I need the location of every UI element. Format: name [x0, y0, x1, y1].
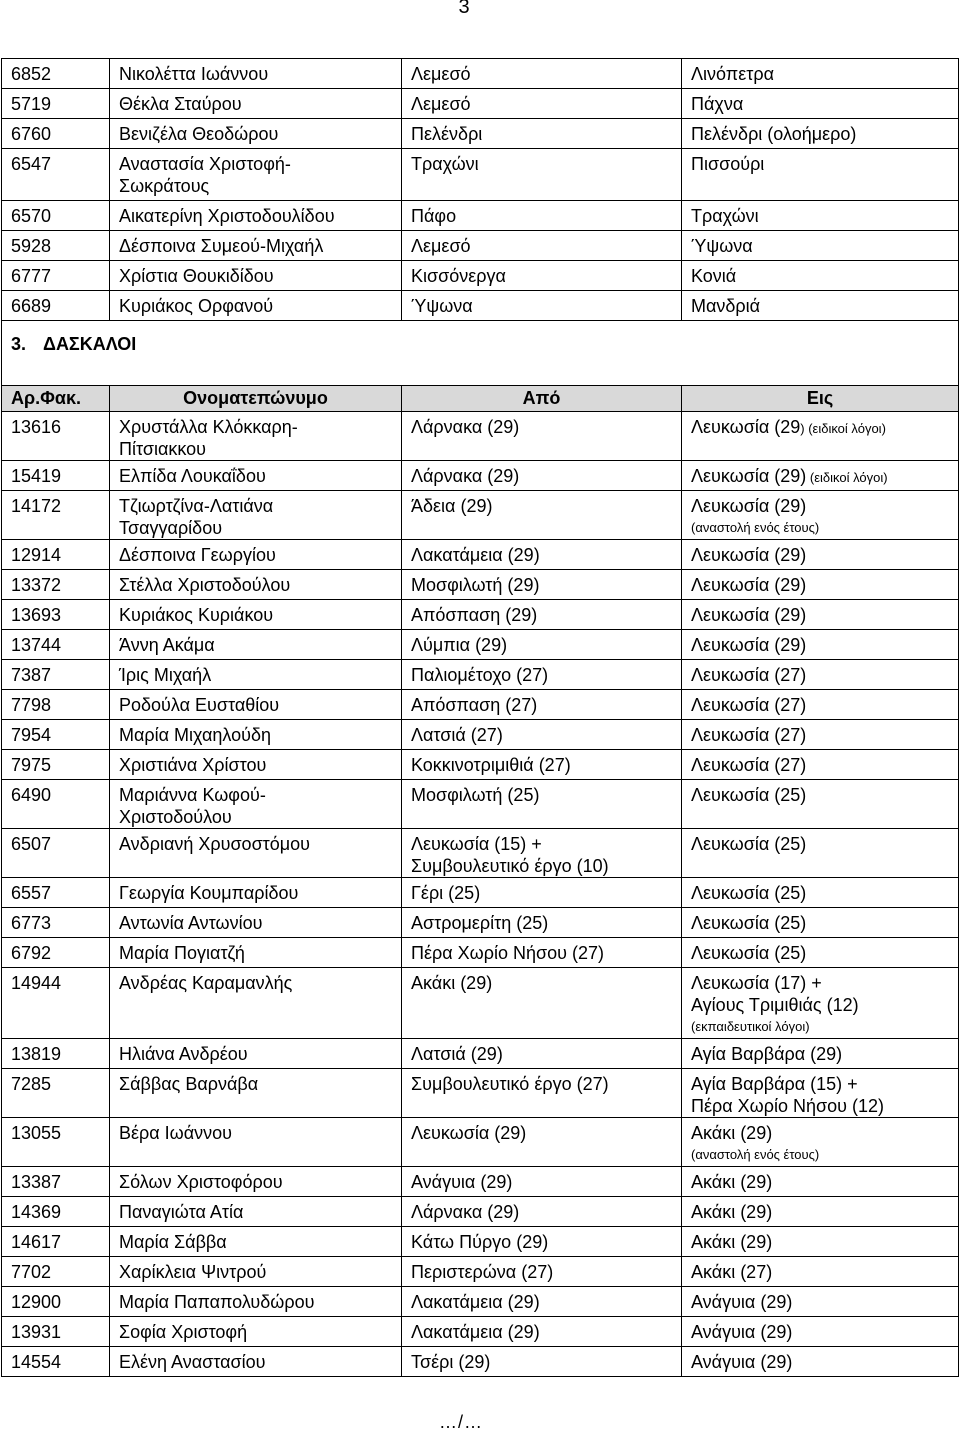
to-location: Λευκωσία (27) [682, 720, 959, 750]
full-name: Αντωνία Αντωνίου [110, 908, 402, 938]
from-location: Λατσιά (27) [402, 720, 682, 750]
file-number: 13931 [2, 1317, 110, 1347]
to-location: Λευκωσία (25) [682, 878, 959, 908]
from-location: Λακατάμεια (29) [402, 540, 682, 570]
full-name: Στέλλα Χριστοδούλου [110, 570, 402, 600]
to-location: Ύψωνα [682, 231, 959, 261]
table-row [2, 119, 959, 149]
full-name: Σόλων Χριστοφόρου [110, 1167, 402, 1197]
full-name: Μαρία Μιχαηλούδη [110, 720, 402, 750]
table-row [2, 660, 959, 690]
file-number: 5719 [2, 89, 110, 119]
from-location: Κοκκινοτριμιθιά (27) [402, 750, 682, 780]
file-number: 14554 [2, 1347, 110, 1377]
header-from: Από [402, 386, 682, 412]
full-name: Αικατερίνη Χριστοδουλίδου [110, 201, 402, 231]
file-number: 6760 [2, 119, 110, 149]
table-row [2, 720, 959, 750]
to-note: (αναστολή ενός έτους) [691, 1147, 820, 1162]
to-location: Ανάγυια (29) [682, 1347, 959, 1377]
file-number: 13055 [2, 1118, 110, 1167]
to-location [682, 1118, 959, 1167]
from-location: Μοσφιλωτή (29) [402, 570, 682, 600]
to-location: Ακάκι (29) [682, 1167, 959, 1197]
to-location [682, 412, 959, 461]
file-number: 13744 [2, 630, 110, 660]
to-location [682, 461, 959, 491]
full-name: Δέσποινα Συμεού-Μιχαήλ [110, 231, 402, 261]
to-location: Λινόπετρα [682, 59, 959, 89]
from-location: Ύψωνα [402, 291, 682, 321]
from-location: Λατσιά (29) [402, 1039, 682, 1069]
to-location: Λευκωσία (29) [682, 540, 959, 570]
file-number: 6547 [2, 149, 110, 201]
to-location: Ανάγυια (29) [682, 1287, 959, 1317]
file-number: 5928 [2, 231, 110, 261]
table-row [2, 89, 959, 119]
full-name: Γεωργία Κουμπαρίδου [110, 878, 402, 908]
to-location: Λευκωσία (25) [682, 829, 959, 878]
to-location: Ακάκι (29) [682, 1227, 959, 1257]
from-location: Ανάγυια (29) [402, 1167, 682, 1197]
to-location: Ακάκι (29) [682, 1197, 959, 1227]
file-number: 13693 [2, 600, 110, 630]
full-name: Ανδριανή Χρυσοστόμου [110, 829, 402, 878]
file-number: 6689 [2, 291, 110, 321]
file-number: 7954 [2, 720, 110, 750]
from-location: Τσέρι (29) [402, 1347, 682, 1377]
table-row [2, 1347, 959, 1377]
full-name: Ανδρέας Καραμανλής [110, 968, 402, 1039]
full-name: Μαρία Παπαπολυδώρου [110, 1287, 402, 1317]
table-row [2, 149, 959, 201]
from-location: Λάρνακα (29) [402, 412, 682, 461]
full-name: Ίρις Μιχαήλ [110, 660, 402, 690]
from-location: Άδεια (29) [402, 491, 682, 540]
file-number: 6777 [2, 261, 110, 291]
header-file-number: Αρ.Φακ. [2, 386, 110, 412]
to-location: Λευκωσία (29) [682, 570, 959, 600]
file-number: 13372 [2, 570, 110, 600]
to-note: (αναστολή ενός έτους) [691, 520, 820, 535]
to-value: Λευκωσία (29) [691, 466, 807, 486]
from-location: Λεμεσό [402, 89, 682, 119]
name-line-2: Τσαγγαρίδου [119, 518, 223, 538]
file-number: 12900 [2, 1287, 110, 1317]
from-location: Λακατάμεια (29) [402, 1287, 682, 1317]
from-line-1: Λευκωσία (15) + [411, 834, 542, 854]
section-heading [2, 321, 959, 388]
from-location: Λεμεσό [402, 231, 682, 261]
table-row [2, 600, 959, 630]
section-number: 3. [11, 334, 27, 354]
full-name: Σοφία Χριστοφή [110, 1317, 402, 1347]
continuation-marker: …/… [439, 1412, 484, 1432]
to-line-1: Λευκωσία (17) + [691, 973, 822, 993]
from-location: Λεμεσό [402, 59, 682, 89]
from-location: Λάρνακα (29) [402, 1197, 682, 1227]
from-location: Περιστερώνα (27) [402, 1257, 682, 1287]
table-row [2, 1039, 959, 1069]
from-location: Πελένδρι [402, 119, 682, 149]
table-row [2, 1227, 959, 1257]
from-location: Απόσπαση (29) [402, 600, 682, 630]
table-row [2, 1167, 959, 1197]
full-name: Χριστιάνα Χρίστου [110, 750, 402, 780]
from-location: Πάφο [402, 201, 682, 231]
file-number: 14617 [2, 1227, 110, 1257]
full-name: Κυριάκος Κυριάκου [110, 600, 402, 630]
table-row [2, 291, 959, 321]
table-header-row [2, 386, 959, 412]
name-line-1: Τζιωρτζίνα-Λατιάνα [119, 496, 274, 516]
from-location: Λάρνακα (29) [402, 461, 682, 491]
full-name [110, 780, 402, 829]
to-location [682, 491, 959, 540]
full-name: Κυριάκος Ορφανού [110, 291, 402, 321]
name-line-2: Πίτσιακκου [119, 439, 207, 459]
from-location: Τραχώνι [402, 149, 682, 201]
name-line-1: Χρυστάλλα Κλόκκαρη- [119, 417, 298, 437]
table-row [2, 570, 959, 600]
header-full-name: Ονοματεπώνυμο [110, 386, 402, 412]
from-location: Κάτω Πύργο (29) [402, 1227, 682, 1257]
full-name: Θέκλα Σταύρου [110, 89, 402, 119]
to-location [682, 968, 959, 1039]
full-name: Δέσποινα Γεωργίου [110, 540, 402, 570]
file-number: 6507 [2, 829, 110, 878]
file-number: 14172 [2, 491, 110, 540]
to-location: Λευκωσία (29) [682, 630, 959, 660]
table-row [2, 59, 959, 89]
to-location: Πάχνα [682, 89, 959, 119]
file-number: 6773 [2, 908, 110, 938]
file-number: 15419 [2, 461, 110, 491]
file-number: 6792 [2, 938, 110, 968]
table-row [2, 1257, 959, 1287]
file-number: 7387 [2, 660, 110, 690]
section-heading-row [2, 321, 959, 388]
to-line-1: Αγία Βαρβάρα (15) + [691, 1074, 858, 1094]
to-location: Λευκωσία (27) [682, 660, 959, 690]
to-reason: ) (ειδικοί λόγοι) [800, 421, 886, 436]
table-row [2, 750, 959, 780]
table-row [2, 1197, 959, 1227]
to-location: Πισσούρι [682, 149, 959, 201]
name-line-2: Σωκράτους [119, 176, 210, 196]
full-name: Μαρία Σάββα [110, 1227, 402, 1257]
to-line-2: Αγίους Τριμιθιάς (12) [691, 995, 859, 1015]
full-name [110, 412, 402, 461]
from-location: Συμβουλευτικό έργο (27) [402, 1069, 682, 1118]
page-number: 3 [458, 0, 470, 18]
to-value: Λευκωσία (29) [691, 496, 807, 516]
table-row [2, 878, 959, 908]
to-location: Λευκωσία (25) [682, 908, 959, 938]
to-location: Λευκωσία (25) [682, 938, 959, 968]
to-location: Αγία Βαρβάρα (29) [682, 1039, 959, 1069]
to-note: (εκπαιδευτικοί λόγοι) [691, 1019, 810, 1034]
table-row [2, 231, 959, 261]
full-name [110, 149, 402, 201]
file-number: 14944 [2, 968, 110, 1039]
transfers-table-continued [1, 58, 959, 388]
from-location: Λευκωσία (29) [402, 1118, 682, 1167]
table-row [2, 908, 959, 938]
from-location: Κισσόνεργα [402, 261, 682, 291]
table-row [2, 829, 959, 878]
full-name: Παναγιώτα Ατία [110, 1197, 402, 1227]
file-number: 13387 [2, 1167, 110, 1197]
from-location: Λύμπια (29) [402, 630, 682, 660]
to-location: Ακάκι (27) [682, 1257, 959, 1287]
file-number: 7702 [2, 1257, 110, 1287]
from-line-2: Συμβουλευτικό έργο (10) [411, 856, 609, 876]
from-location: Πέρα Χωρίο Νήσου (27) [402, 938, 682, 968]
full-name: Βέρα Ιωάννου [110, 1118, 402, 1167]
full-name: Ροδούλα Ευσταθίου [110, 690, 402, 720]
file-number: 13616 [2, 412, 110, 461]
to-location: Μανδριά [682, 291, 959, 321]
table-row [2, 201, 959, 231]
to-location: Λευκωσία (29) [682, 600, 959, 630]
from-location: Μοσφιλωτή (25) [402, 780, 682, 829]
from-location: Αστρομερίτη (25) [402, 908, 682, 938]
table-row [2, 1317, 959, 1347]
full-name: Ελπίδα Λουκαΐδου [110, 461, 402, 491]
full-name [110, 491, 402, 540]
table-row [2, 412, 959, 461]
file-number: 14369 [2, 1197, 110, 1227]
to-location: Κονιά [682, 261, 959, 291]
full-name: Μαρία Πογιατζή [110, 938, 402, 968]
from-location: Απόσπαση (27) [402, 690, 682, 720]
header-to: Εις [682, 386, 959, 412]
table-row [2, 540, 959, 570]
file-number: 6557 [2, 878, 110, 908]
from-location: Γέρι (25) [402, 878, 682, 908]
to-location: Λευκωσία (27) [682, 750, 959, 780]
teachers-table [1, 385, 959, 1377]
to-location: Τραχώνι [682, 201, 959, 231]
full-name: Σάββας Βαρνάβα [110, 1069, 402, 1118]
to-location: Λευκωσία (27) [682, 690, 959, 720]
table-row [2, 461, 959, 491]
to-location: Ανάγυια (29) [682, 1317, 959, 1347]
full-name: Χαρίκλεια Ψιντρού [110, 1257, 402, 1287]
full-name: Ηλιάνα Ανδρέου [110, 1039, 402, 1069]
name-line-1: Μαριάννα Κωφού- [119, 785, 266, 805]
table-row [2, 491, 959, 540]
table-row [2, 1287, 959, 1317]
full-name: Ελένη Αναστασίου [110, 1347, 402, 1377]
to-location: Λευκωσία (25) [682, 780, 959, 829]
file-number: 6852 [2, 59, 110, 89]
file-number: 13819 [2, 1039, 110, 1069]
table-row [2, 690, 959, 720]
full-name: Άννη Ακάμα [110, 630, 402, 660]
from-location [402, 829, 682, 878]
section-title: ΔΑΣΚΑΛΟΙ [43, 334, 137, 354]
to-location [682, 1069, 959, 1118]
table-row [2, 938, 959, 968]
file-number: 6570 [2, 201, 110, 231]
from-location: Λακατάμεια (29) [402, 1317, 682, 1347]
table-row [2, 261, 959, 291]
table-row [2, 1118, 959, 1167]
to-value: Ακάκι (29) [691, 1123, 773, 1143]
table-row [2, 630, 959, 660]
table-row [2, 968, 959, 1039]
to-value: Λευκωσία (29 [691, 417, 801, 437]
table-row [2, 780, 959, 829]
file-number: 7798 [2, 690, 110, 720]
full-name: Νικολέττα Ιωάννου [110, 59, 402, 89]
file-number: 7975 [2, 750, 110, 780]
name-line-1: Αναστασία Χριστοφή- [119, 154, 291, 174]
file-number: 6490 [2, 780, 110, 829]
from-location: Παλιομέτοχο (27) [402, 660, 682, 690]
from-location: Ακάκι (29) [402, 968, 682, 1039]
to-line-2: Πέρα Χωρίο Νήσου (12) [691, 1096, 884, 1116]
file-number: 12914 [2, 540, 110, 570]
to-location: Πελένδρι (ολοήμερο) [682, 119, 959, 149]
to-reason: (ειδικοί λόγοι) [806, 470, 888, 485]
full-name: Χρίστια Θουκιδίδου [110, 261, 402, 291]
table-row [2, 1069, 959, 1118]
file-number: 7285 [2, 1069, 110, 1118]
name-line-2: Χριστοδούλου [119, 807, 232, 827]
full-name: Βενιζέλα Θεοδώρου [110, 119, 402, 149]
